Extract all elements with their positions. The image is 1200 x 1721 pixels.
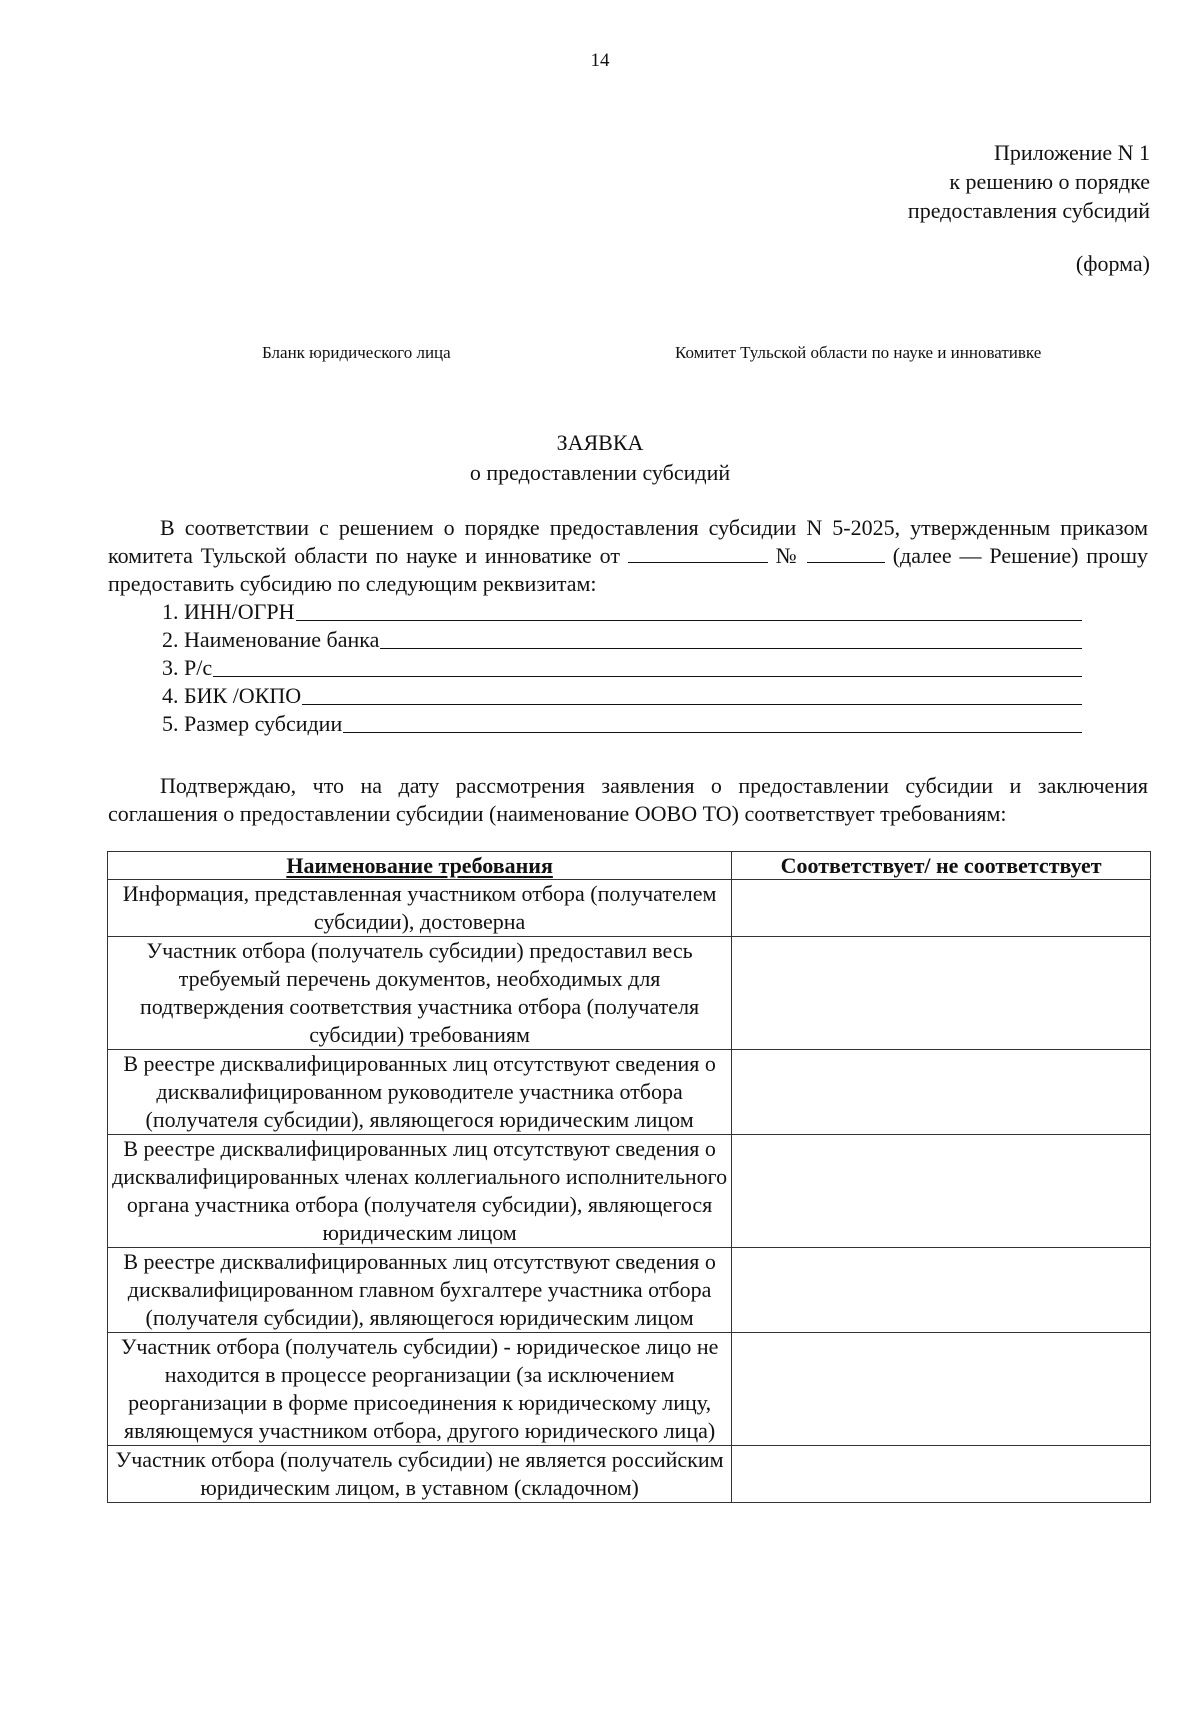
requirement-cell: Участник отбора (получатель субсидии) предоставил весь требуемый перечень документов, необходимых для подтверждения соответствия участника отбора (получателя субсидии) требованиям	[108, 937, 732, 1050]
table-row	[108, 1135, 1151, 1248]
requirement-cell: В реестре дисквалифицированных лиц отсутствуют сведения о дисквалифицированном главном бухгалтере участника отбора (получателя субсидии), являющегося юридическим лицом	[108, 1248, 732, 1333]
bik-okpo-field[interactable]	[302, 704, 1082, 705]
order-number-field[interactable]	[807, 544, 885, 563]
title-sub: о предоставлении субсидий	[469, 460, 731, 485]
confirmation-text: Подтверждаю, что на дату рассмотрения заявления о предоставлении субсидии и заключения соглашения о предоставлении субсидии (наименование ООВО ТО) соответствует требованиям:	[108, 773, 1148, 826]
header-requirement: Наименование требования	[108, 852, 732, 880]
title-main: ЗАЯВКА	[556, 430, 644, 455]
table-row	[108, 1446, 1151, 1503]
compliance-cell[interactable]	[732, 1333, 1151, 1446]
inn-ogrn-field[interactable]	[296, 620, 1082, 621]
request-paragraph	[108, 514, 1148, 598]
requirements-table	[107, 851, 1151, 1503]
table-row	[108, 1248, 1151, 1333]
compliance-cell[interactable]	[732, 1050, 1151, 1135]
subsidy-amount-field[interactable]	[343, 732, 1082, 733]
table-header-row	[108, 852, 1151, 880]
addressee-label: Комитет Тульской области по науке и инновативке	[675, 343, 1042, 362]
compliance-cell[interactable]	[732, 937, 1151, 1050]
requisite-subsidy-amount: 5. Размер субсидии	[162, 710, 1082, 738]
form-mark: (форма)	[1075, 251, 1150, 276]
order-date-field[interactable]	[628, 544, 768, 563]
paragraph-part-2: №	[767, 543, 807, 568]
appendix-line-3: предоставления субсидий	[907, 198, 1150, 223]
compliance-cell[interactable]	[732, 1248, 1151, 1333]
table-row	[108, 937, 1151, 1050]
table-row	[108, 1333, 1151, 1446]
requisite-bik-okpo: 4. БИК /ОКПО	[162, 682, 1082, 710]
appendix-line-2: к решению о порядке	[949, 169, 1150, 194]
table-row	[108, 880, 1151, 937]
appendix-header	[908, 138, 1150, 225]
document-title	[0, 428, 1200, 488]
requisite-bank-name: 2. Наименование банка	[162, 626, 1082, 654]
confirmation-paragraph	[108, 772, 1148, 828]
account-field[interactable]	[213, 676, 1082, 677]
appendix-line-1: Приложение N 1	[994, 140, 1150, 165]
paragraph-part-1: В соответствии с решением о порядке предоставления субсидии N 5-2025, утвержденным приказом комитета Тульской области по науке и инноватике от	[108, 515, 1148, 568]
letterhead-label: Бланк юридического лица	[262, 343, 451, 362]
requisite-account: 3. Р/с	[162, 654, 1082, 682]
page-number: 14	[590, 50, 610, 71]
bank-name-field[interactable]	[380, 648, 1082, 649]
table-row	[108, 1050, 1151, 1135]
compliance-cell[interactable]	[732, 880, 1151, 937]
requisite-inn-ogrn: 1. ИНН/ОГРН	[162, 598, 1082, 626]
requirement-cell: В реестре дисквалифицированных лиц отсутствуют сведения о дисквалифицированном руководителе участника отбора (получателя субсидии), являющегося юридическим лицом	[108, 1050, 732, 1135]
compliance-cell[interactable]	[732, 1135, 1151, 1248]
requirement-cell: Участник отбора (получатель субсидии) не является российским юридическим лицом, в уставном (складочном)	[108, 1446, 732, 1503]
compliance-cell[interactable]	[732, 1446, 1151, 1503]
header-compliance: Соответствует/ не соответствует	[732, 852, 1151, 880]
paragraph-part-3: (далее — Решение) прошу предоставить субсидию по следующим реквизитам:	[108, 543, 1149, 596]
requirement-cell: Информация, представленная участником отбора (получателем субсидии), достоверна	[108, 880, 732, 937]
requirement-cell: Участник отбора (получатель субсидии) - юридическое лицо не находится в процессе реорганизации (за исключением реорганизации в форме присоединения к юридическому лицу, являющемуся участником отбора, другого юридического лица)	[108, 1333, 732, 1446]
requirement-cell: В реестре дисквалифицированных лиц отсутствуют сведения о дисквалифицированных членах коллегиального исполнительного органа участника отбора (получателя субсидии), являющегося юридическим лицом	[108, 1135, 732, 1248]
requisites-list	[162, 598, 1082, 738]
